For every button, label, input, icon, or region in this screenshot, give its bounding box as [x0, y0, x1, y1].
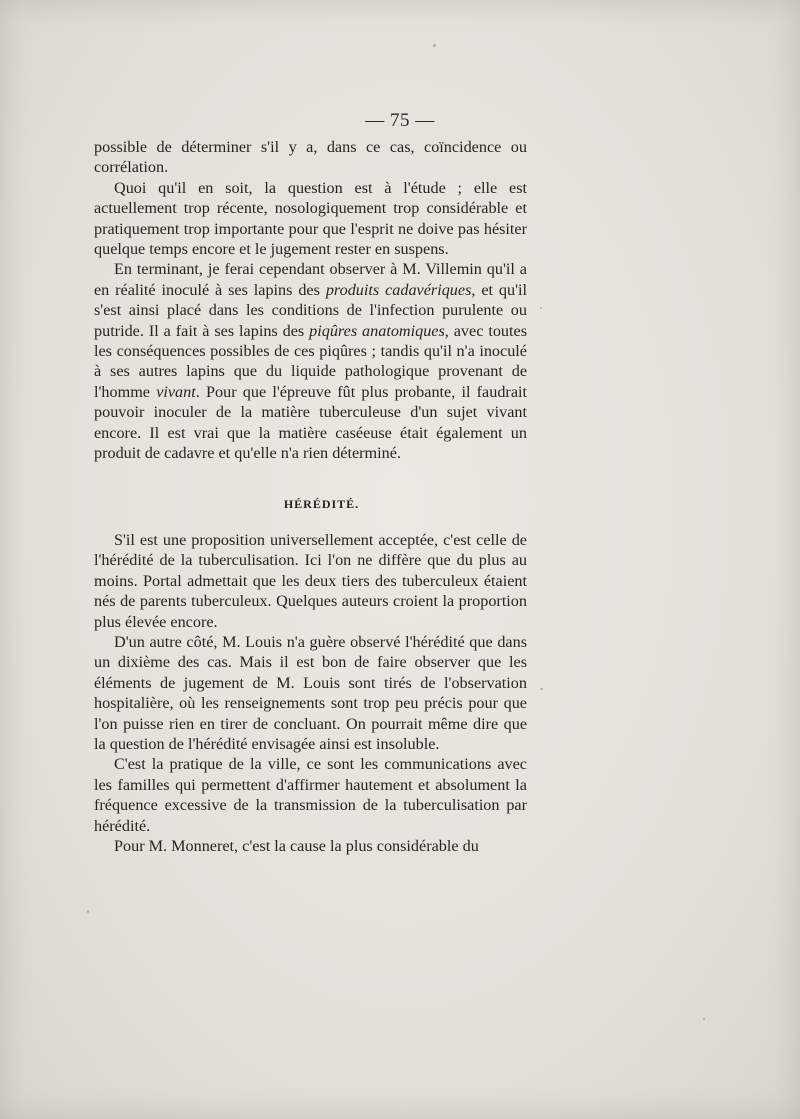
emphasis-vivant: vivant	[156, 382, 196, 401]
paragraph-3	[94, 259, 527, 463]
page-number: — 75 —	[365, 110, 435, 131]
paragraph-5: D'un autre côté, M. Louis n'a guère observé l'hérédité que dans un dixième des cas. Mais il est bon de faire observer que les éléments de jugement de M. Louis sont tirés de l'observation hospitalière, où les renseignements sont trop peu précis pour que l'on puisse rien en tirer de concluant. On pourrait même dire que la question de l'hérédité envisagée ainsi est insoluble.	[94, 632, 527, 753]
emphasis-produits-cadaveriques: produits cadavériques	[325, 280, 472, 299]
body-text	[94, 137, 527, 856]
paragraph-3-part-d: . Pour que l'épreuve fût plus probante, il faudrait pouvoir inoculer de la matière tuberculeuse d'un sujet vivant encore. Il est vrai que la matière caséeuse était également un produit de cadavre et qu'elle n'a rien déterminé.	[94, 382, 528, 463]
paper-speck	[433, 44, 436, 47]
paragraph-6: C'est la pratique de la ville, ce sont les communications avec les familles qui permettent d'affirmer hautement et absolument la fréquence excessive de la transmission de la tuberculisation par hérédité.	[94, 755, 527, 835]
paper-speck	[703, 1018, 705, 1020]
paper-speck	[87, 910, 89, 913]
paper-speck	[540, 688, 543, 690]
paragraph-1: possible de déterminer s'il y a, dans ce cas, coïncidence ou corrélation.	[94, 138, 527, 177]
section-heading-heredite: HÉRÉDITÉ.	[283, 496, 360, 511]
paragraph-7: Pour M. Monneret, c'est la cause la plus considérable du	[114, 837, 479, 855]
paper-speck	[540, 307, 542, 309]
paragraph-3-part-a: En terminant, je ferai cependant observer à M. Villemin qu'il a en réalité inoculé à ses lapins des	[94, 260, 527, 299]
emphasis-piqures-anatomiques: piqûres anatomiques	[309, 321, 445, 340]
paragraph-3-part-b: , et qu'il s'est ainsi placé dans les conditions de l'infection purulente ou putride. Il a fait à ses lapins des	[94, 280, 527, 340]
paragraph-4: S'il est une proposition universellement acceptée, c'est celle de l'hérédité de la tuberculisation. Ici l'on ne diffère que du plus au moins. Portal admettait que les deux tiers des tuberculeux étaient nés de parents tuberculeux. Quelques auteurs croient la proportion plus élevée encore.	[94, 530, 527, 631]
paragraph-3-part-c: , avec toutes les conséquences possibles de ces piqûres ; tandis qu'il n'a inoculé à ses autres lapins que du liquide pathologique provenant de l'homme	[94, 321, 527, 401]
paragraph-2: Quoi qu'il en soit, la question est à l'étude ; elle est actuellement trop récente, nosologiquement trop considérable et pratiquement trop importante pour que l'esprit ne doive pas hésiter quelque temps encore et le jugement rester en suspens.	[94, 178, 527, 259]
